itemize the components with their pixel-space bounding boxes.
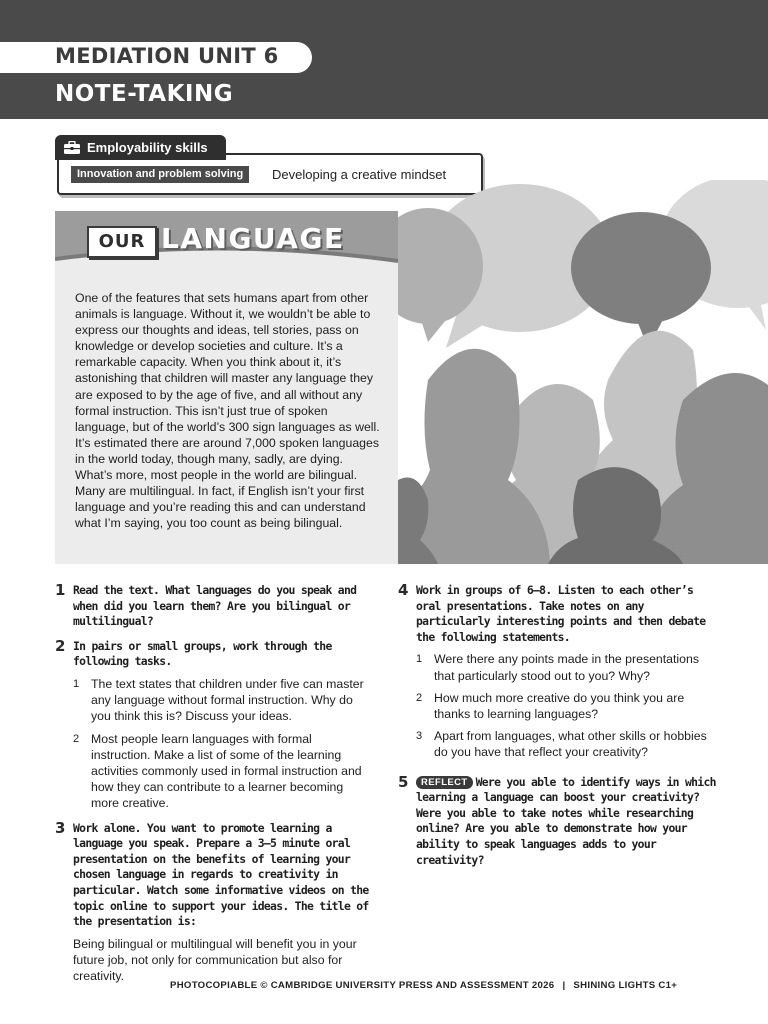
task-instruction [416,775,718,869]
our-language-text: One of the features that sets humans apart from other animals is language. Without it, we wouldn’t be able to express our thoughts and ideas, tell stories, pass on knowledge or develop societies and culture. It’s a remarkable capacity. When you think about it, it’s astonishing that children will master any language they are exposed to by the age of five, and all without any formal instruction. This isn’t just true of spoken language, but of the world’s 300 sign languages as well. It’s estimated there are around 7,000 spoken languages in the world today, though many, sadly, are dying. What’s more, most people in the world are bilingual. Many are multilingual. In fact, if English isn’t your first language and you’re reading this and can understand what I’m saying, you too count as being bilingual. [75,291,380,531]
sub-item-number: 2 [73,732,80,745]
sub-item-text: How much more creative do you think you are thanks to learning languages? [434,690,685,721]
sub-item [416,690,718,722]
footer [170,980,677,991]
skill-description: Developing a creative mindset [272,167,447,182]
sub-item-number: 3 [416,730,423,743]
copyright-text: PHOTOCOPIABLE © CAMBRIDGE UNIVERSITY PRESS AND ASSESSMENT 2026 [170,980,555,991]
page-title: NOTE-TAKING [55,81,234,107]
task-5 [398,772,718,869]
task-1 [55,583,373,630]
sub-item-number: 1 [73,677,80,690]
unit-title: MEDIATION UNIT 6 [55,44,279,68]
tasks-left-column [55,583,373,993]
sub-item-text: Most people learn languages with formal instruction. Make a list of some of the learning activities commonly used in formal instruction and how they can contribute to a learner becoming more creative. [91,731,362,811]
task-3 [55,818,373,985]
sub-item [73,731,373,812]
sub-item-text: The text states that children under five can master any language without formal instruction. Why do you think this is? Discuss your ideas. [91,676,364,724]
employability-label: Employability skills [87,140,208,155]
series-name: SHINING LIGHTS C1+ [573,980,678,991]
skill-tag: Innovation and problem solving [71,166,249,183]
sub-item-text: Were there any points made in the presentations that particularly stood out to you? Why? [434,652,699,683]
our-language-panel [55,211,398,564]
task-instruction: Work in groups of 6–8. Listen to each other’s oral presentations. Take notes on any particularly interesting points and then debate the following statements. [416,583,706,644]
employability-tab [55,135,226,160]
task-number: 2 [55,636,66,655]
footer-separator: | [562,980,566,991]
people-speech-bubbles-illustration [398,180,768,564]
task-instruction: Work alone. You want to promote learning a language you speak. Prepare a 3–5 minute oral presentation on the benefits of learning your chosen language in regards to creativity in particular. Watch some informative videos on the topic online to support your ideas. The title of the presentation is: [73,820,369,929]
task-4 [398,583,718,761]
task-number: 1 [55,581,66,599]
sub-item [73,676,373,725]
sub-item-text: Apart from languages, what other skills or hobbies do you have that reflect your creativity? [434,729,707,760]
language-label: LANGUAGE [161,222,345,255]
sub-item-number: 2 [416,691,423,704]
briefcase-icon [63,141,81,155]
task-instruction: In pairs or small groups, work through the following tasks. [73,638,332,669]
sub-item-number: 1 [416,653,423,666]
task-number: 5 [398,772,409,791]
our-label: OUR [87,226,157,258]
reflect-badge: REFLECT [416,776,473,789]
reflect-text: Were you able to identify ways in which learning a language can boost your creativity? Were you able to take notes while researching online? Are you able to demonstrate how your ability to speak languages adds to your creativity? [416,774,716,867]
presentation-title: Being bilingual or multilingual will benefit you in your future job, not only for communication but also for creativity. [73,936,357,984]
task-2 [55,636,373,812]
sub-item [416,651,718,683]
task-instruction: Read the text. What languages do you speak and when did you learn them? Are you bilingual or multilingual? [73,583,357,629]
task-number: 4 [398,581,409,599]
tasks-right-column [398,583,718,877]
sub-item [416,728,718,760]
task-number: 3 [55,818,66,837]
